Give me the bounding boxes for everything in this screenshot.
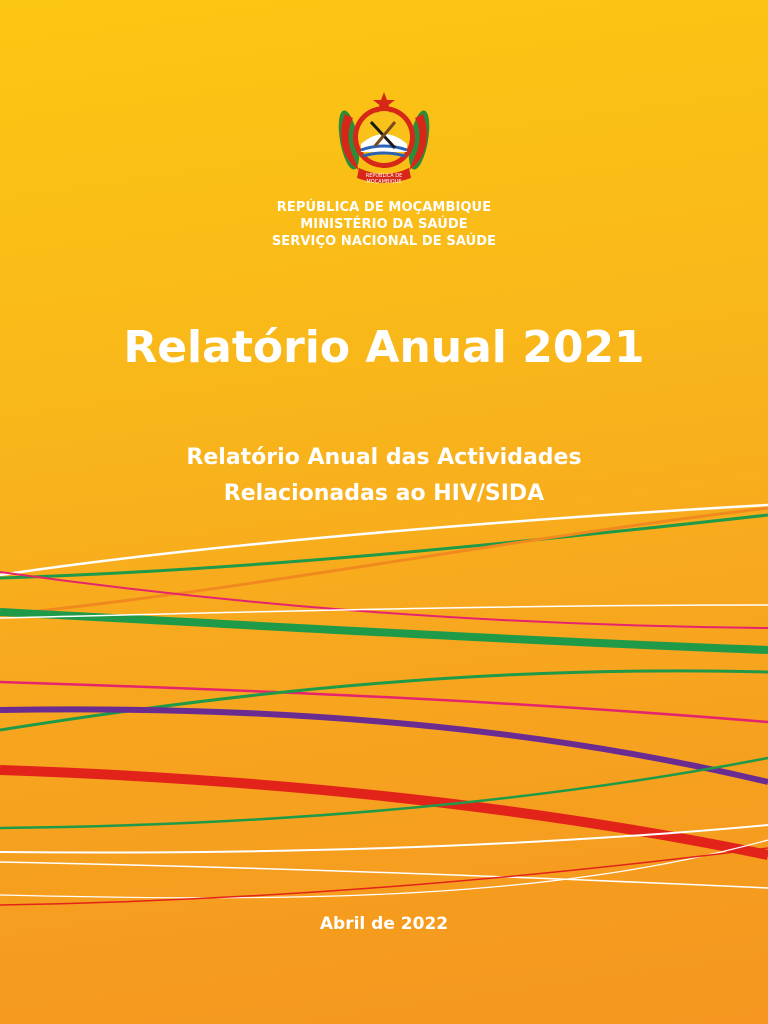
svg-text:MOÇAMBIQUE: MOÇAMBIQUE xyxy=(366,179,402,185)
ministry-name: MINISTÉRIO DA SAÚDE xyxy=(300,217,468,232)
service-name: SERVIÇO NACIONAL DE SAÚDE xyxy=(271,234,497,249)
publication-date: Abril de 2022 xyxy=(319,914,449,934)
subtitle-line-2: Relacionadas ao HIV/SIDA xyxy=(223,481,545,506)
svg-text:REPÚBLICA DE: REPÚBLICA DE xyxy=(365,173,403,179)
report-subtitle xyxy=(0,440,768,512)
report-title: Relatório Anual 2021 xyxy=(123,322,645,373)
country-name: REPÚBLICA DE MOÇAMBIQUE xyxy=(276,200,492,215)
institution-names xyxy=(0,199,768,250)
mozambique-coat-of-arms xyxy=(331,84,437,190)
subtitle-line-1: Relatório Anual das Actividades xyxy=(186,445,582,470)
